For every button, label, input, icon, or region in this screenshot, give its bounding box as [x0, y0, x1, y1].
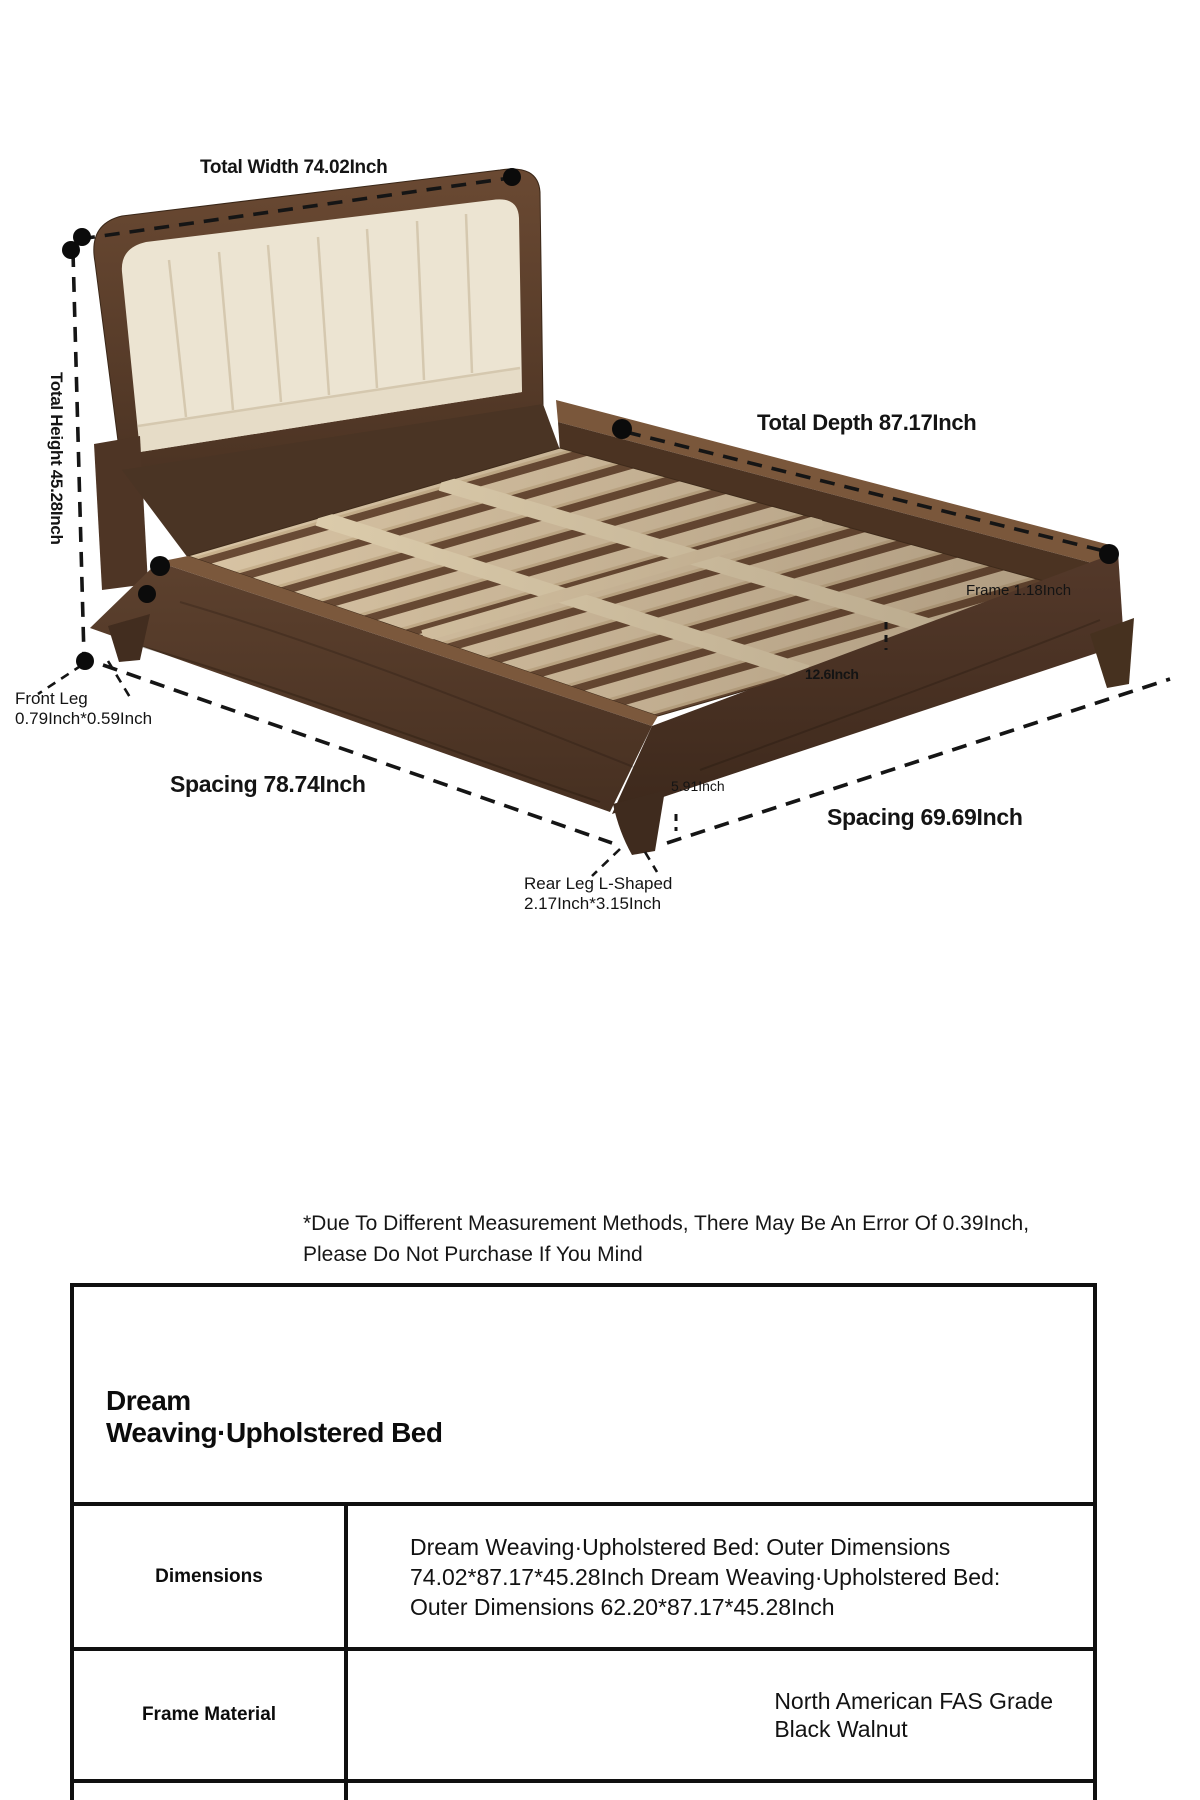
rear-leg-leader [645, 852, 657, 872]
rear-leg-label [524, 874, 672, 914]
table-row-dimensions [74, 1502, 1093, 1647]
disclaimer-line2: Please Do Not Purchase If You Mind [303, 1243, 643, 1266]
rear-leg-label-line1: Rear Leg L-Shaped [524, 874, 673, 893]
rear-leg-label-line2: 2.17Inch*3.15Inch [524, 894, 662, 913]
front-leg-label [15, 689, 152, 729]
rear-leg-leader [592, 849, 620, 876]
total-depth-label: Total Depth 87.17Inch [757, 410, 977, 435]
frame-material-row-label: Frame Material [74, 1651, 348, 1779]
table-row-frame-material [74, 1647, 1093, 1779]
partial-row-value [348, 1783, 1093, 1800]
disclaimer-line1: *Due To Different Measurement Methods, There May Be An Error Of 0.39Inch, [303, 1212, 1030, 1235]
table-row-partial [74, 1779, 1093, 1800]
spacing-side-label: Spacing 78.74Inch [170, 771, 366, 797]
frame-material-value-line1: North American FAS Grade [774, 1688, 1053, 1714]
partial-row-label [74, 1783, 348, 1800]
frame-material-row-value [348, 1651, 1093, 1779]
front-leg-label-line1: Front Leg [15, 689, 88, 708]
dimensions-row-label: Dimensions [74, 1506, 348, 1647]
spec-table-title [74, 1287, 1093, 1502]
dimensions-row-value: Dream Weaving·Upholstered Bed: Outer Dimensions 74.02*87.17*45.28Inch Dream Weaving·Upholstered Bed: Outer Dimensions 62.20*87.17*45.28Inch [410, 1533, 1001, 1620]
spec-table [70, 1283, 1097, 1800]
spacing-foot-label: Spacing 69.69Inch [827, 804, 1023, 830]
frame-thickness-label: Frame 1.18Inch [966, 582, 1072, 599]
spec-table-title-line1: Dream [106, 1385, 191, 1416]
total-height-line [73, 252, 84, 657]
front-leg-label-line2: 0.79Inch*0.59Inch [15, 709, 153, 728]
total-height-label: Total Height 45.28Inch [47, 372, 66, 545]
spec-table-title-line2: Weaving·Upholstered Bed [106, 1417, 443, 1448]
leg-height-label: 5.91Inch [671, 778, 725, 794]
total-width-label: Total Width 74.02Inch [200, 157, 388, 178]
frame-material-value-line2: Black Walnut [774, 1716, 908, 1742]
measurement-disclaimer [303, 1208, 1113, 1270]
rail-height-label: 12.6Inch [805, 666, 859, 682]
